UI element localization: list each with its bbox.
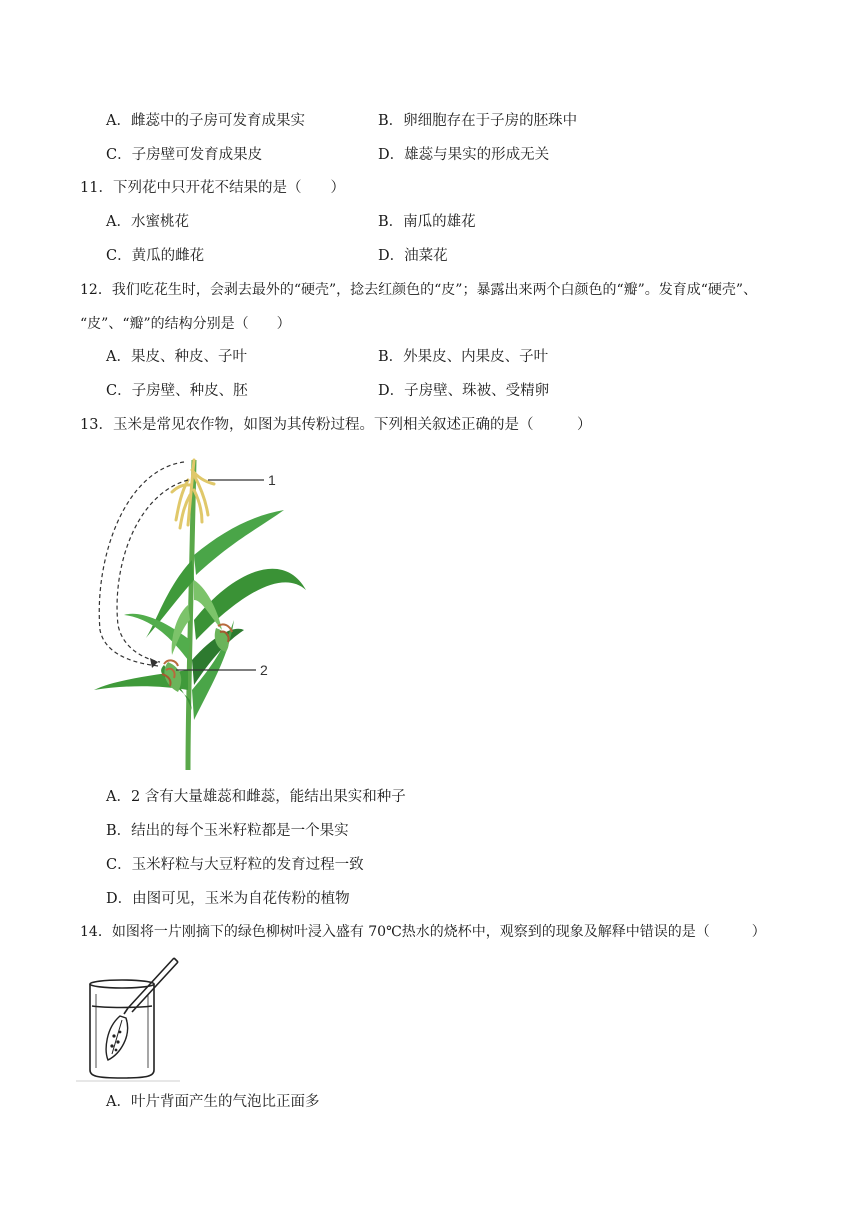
q14-stem: 14．如图将一片刚摘下的绿色柳树叶浸入盛有 70℃热水的烧杯中，观察到的现象及解释中错误的是（ ） — [80, 924, 766, 940]
q10-option-b: B．卵细胞存在于子房的胚珠中 — [378, 113, 578, 129]
q12-option-a: A．果皮、种皮、子叶 — [106, 349, 247, 365]
q10-option-a: A．雌蕊中的子房可发育成果实 — [106, 113, 305, 129]
q12-stem-line1: 12．我们吃花生时，会剥去最外的“硬壳”，捻去红颜色的“皮”；暴露出来两个白颜色的“瓣”。发育成“硬壳”、 — [80, 282, 758, 298]
q12-stem-line2: “皮”、“瓣”的结构分别是（ ） — [80, 316, 291, 332]
beaker-leaf-figure — [76, 950, 186, 1082]
q11-option-a: A．水蜜桃花 — [106, 214, 189, 230]
q14-option-a: A．叶片背面产生的气泡比正面多 — [106, 1094, 320, 1110]
corn-leaves — [94, 510, 306, 720]
q12-option-d: D．子房壁、珠被、受精卵 — [378, 383, 550, 399]
q13-stem: 13．玉米是常见农作物，如图为其传粉过程。下列相关叙述正确的是（ ） — [80, 417, 592, 433]
q13-option-d: D．由图可见，玉米为自花传粉的植物 — [106, 891, 350, 907]
q12-option-b: B．外果皮、内果皮、子叶 — [378, 349, 549, 365]
q13-option-c: C．玉米籽粒与大豆籽粒的发育过程一致 — [106, 857, 364, 873]
q11-option-c: C．黄瓜的雌花 — [106, 248, 205, 264]
leaf-icon — [106, 1016, 127, 1060]
q11-option-d: D．油菜花 — [378, 248, 448, 264]
q13-option-a: A．2 含有大量雄蕊和雌蕊，能结出果实和种子 — [106, 789, 406, 805]
q10-option-d: D．雄蕊与果实的形成无关 — [378, 147, 550, 163]
q12-option-c: C．子房壁、种皮、胚 — [106, 383, 248, 399]
corn-pollination-figure — [84, 440, 324, 780]
q11-stem: 11．下列花中只开花不结果的是（ ） — [80, 180, 345, 196]
figure-label-1: 1 — [268, 472, 276, 488]
arrow-head-icon — [150, 658, 158, 668]
figure-label-2: 2 — [260, 662, 268, 678]
q11-option-b: B．南瓜的雄花 — [378, 214, 476, 230]
q10-option-c: C．子房壁可发育成果皮 — [106, 147, 263, 163]
q13-option-b: B．结出的每个玉米籽粒都是一个果实 — [106, 823, 349, 839]
